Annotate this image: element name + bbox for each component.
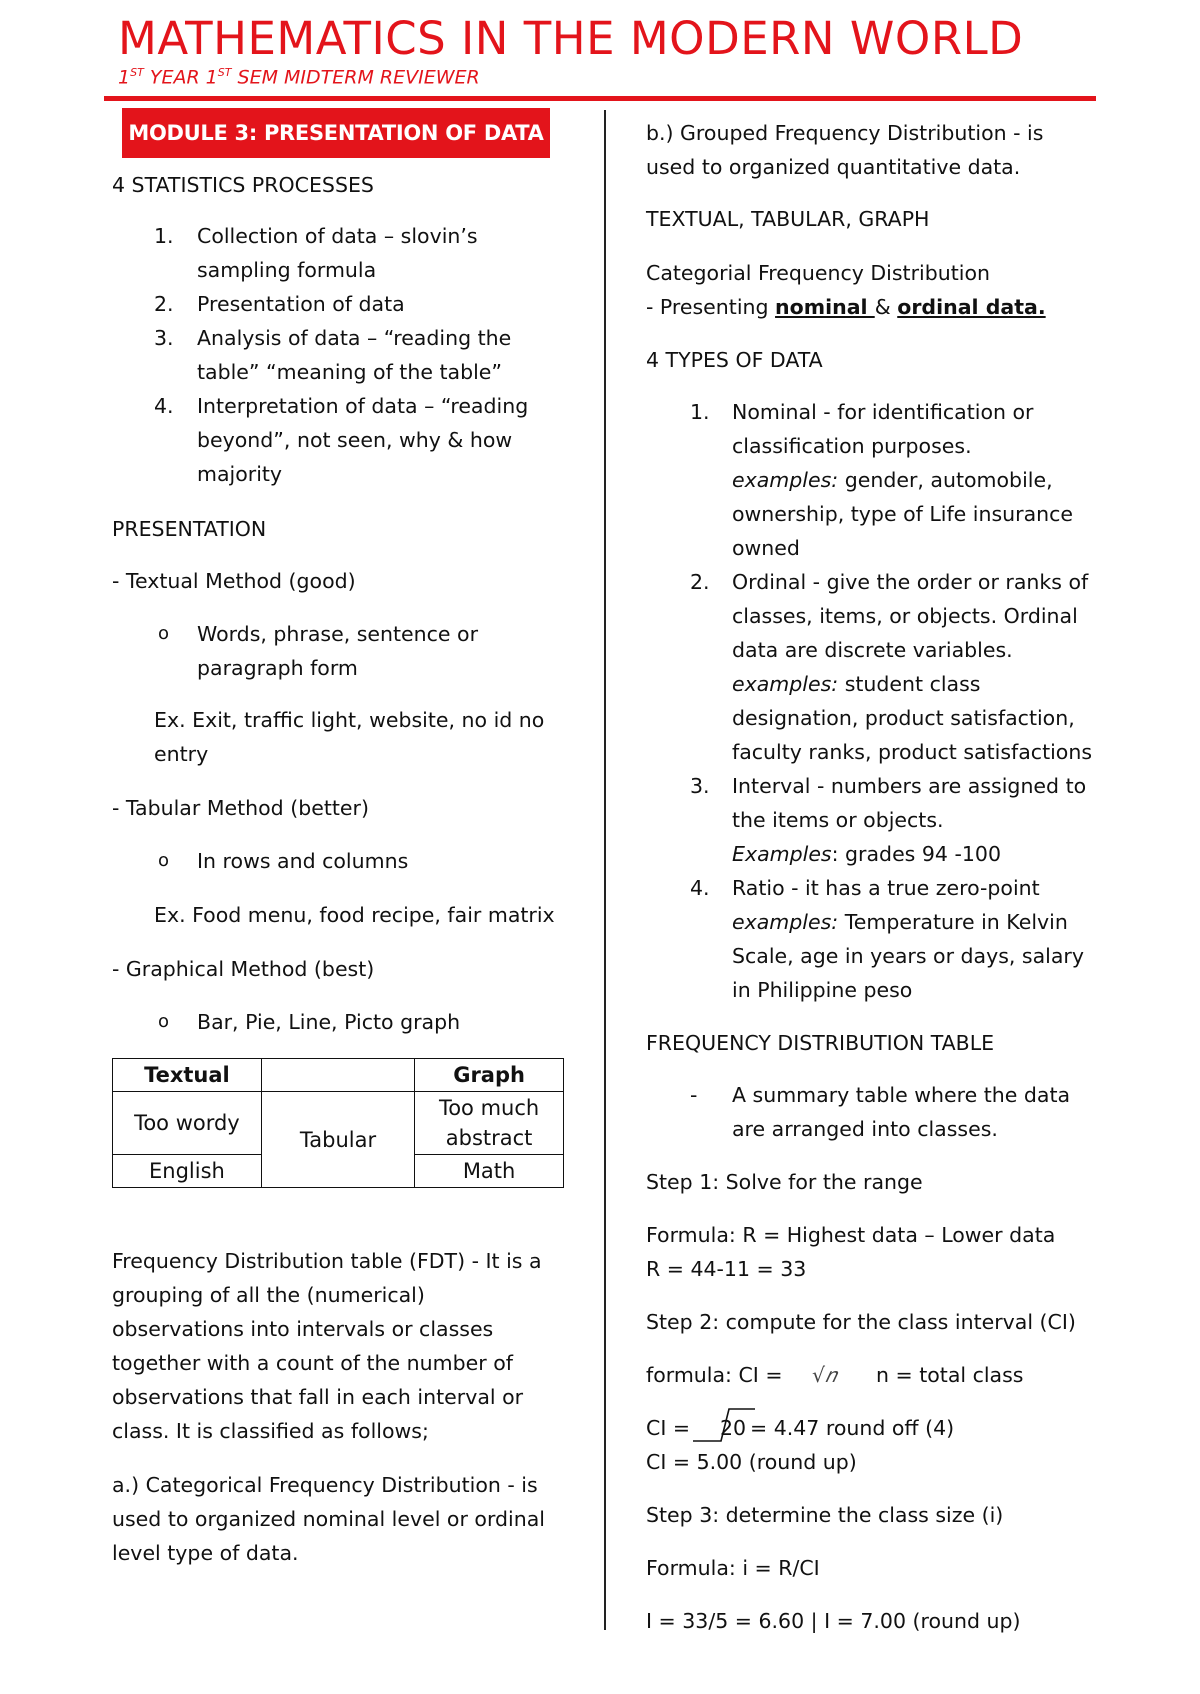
types-heading: 4 TYPES OF DATA bbox=[646, 348, 823, 372]
table-header-blank bbox=[261, 1059, 414, 1092]
document-title: MATHEMATICS IN THE MODERN WORLD bbox=[118, 12, 1024, 65]
textual-bullet: Words, phrase, sentence or bbox=[197, 622, 479, 646]
grouped-definition: b.) Grouped Frequency Distribution - is bbox=[646, 121, 1044, 145]
class-size-formula: Formula: i = R/CI bbox=[646, 1556, 820, 1580]
document-subtitle: 1ST YEAR 1ST SEM MIDTERM REVIEWER bbox=[118, 66, 480, 89]
table-header-graph: Graph bbox=[415, 1059, 564, 1092]
range-calc: R = 44-11 = 33 bbox=[646, 1257, 807, 1281]
column-divider bbox=[604, 110, 606, 1630]
tabular-method: - Tabular Method (better) bbox=[112, 796, 369, 820]
tabular-bullet: In rows and columns bbox=[197, 849, 409, 873]
step-1: Step 1: Solve for the range bbox=[646, 1170, 923, 1194]
methods-list: TEXTUAL, TABULAR, GRAPH bbox=[646, 207, 930, 231]
fdt-summary-cont: are arranged into classes. bbox=[732, 1117, 998, 1141]
textual-bullet-cont: paragraph form bbox=[197, 656, 358, 680]
module-heading: MODULE 3: PRESENTATION OF DATA bbox=[122, 108, 550, 158]
comparison-table bbox=[112, 1058, 564, 1188]
range-formula: Formula: R = Highest data – Lower data bbox=[646, 1223, 1056, 1247]
table-cell: English bbox=[113, 1155, 262, 1188]
dash-bullet: - bbox=[690, 1083, 698, 1107]
bullet-icon: o bbox=[158, 623, 170, 644]
table-cell: Too much abstract bbox=[415, 1092, 564, 1155]
ci-formula: formula: CI = bbox=[646, 1363, 783, 1387]
table-cell: Too wordy bbox=[113, 1092, 262, 1155]
cfd-description: - Presenting nominal & ordinal data. bbox=[646, 295, 1046, 319]
cfd-heading: Categorial Frequency Distribution bbox=[646, 261, 990, 285]
header-rule bbox=[104, 96, 1096, 101]
graphical-method: - Graphical Method (best) bbox=[112, 957, 375, 981]
grouped-definition-cont: used to organized quantitative data. bbox=[646, 155, 1021, 179]
graphical-bullet: Bar, Pie, Line, Picto graph bbox=[197, 1010, 461, 1034]
sqrt-n-symbol: √𝑛 bbox=[812, 1363, 837, 1387]
textual-example: Ex. Exit, traffic light, website, no id no bbox=[154, 708, 545, 732]
presentation-heading: PRESENTATION bbox=[112, 517, 267, 541]
ci-round: CI = 5.00 (round up) bbox=[646, 1450, 857, 1474]
textual-method: - Textual Method (good) bbox=[112, 569, 356, 593]
tabular-example: Ex. Food menu, food recipe, fair matrix bbox=[154, 903, 555, 927]
table-cell: Math bbox=[415, 1155, 564, 1188]
table-cell-tabular: Tabular bbox=[261, 1092, 414, 1188]
bullet-icon: o bbox=[158, 850, 170, 871]
class-size-calc: I = 33/5 = 6.60 | I = 7.00 (round up) bbox=[646, 1609, 1021, 1633]
table-header-textual: Textual bbox=[113, 1059, 262, 1092]
fdt-heading: FREQUENCY DISTRIBUTION TABLE bbox=[646, 1031, 995, 1055]
step-2: Step 2: compute for the class interval (CI) bbox=[646, 1310, 1076, 1334]
textual-example-cont: entry bbox=[154, 742, 209, 766]
processes-heading: 4 STATISTICS PROCESSES bbox=[112, 173, 374, 197]
bullet-icon: o bbox=[158, 1011, 170, 1032]
fdt-summary: A summary table where the data bbox=[732, 1083, 1071, 1107]
n-total: n = total class bbox=[876, 1363, 1024, 1387]
step-3: Step 3: determine the class size (i) bbox=[646, 1503, 1004, 1527]
